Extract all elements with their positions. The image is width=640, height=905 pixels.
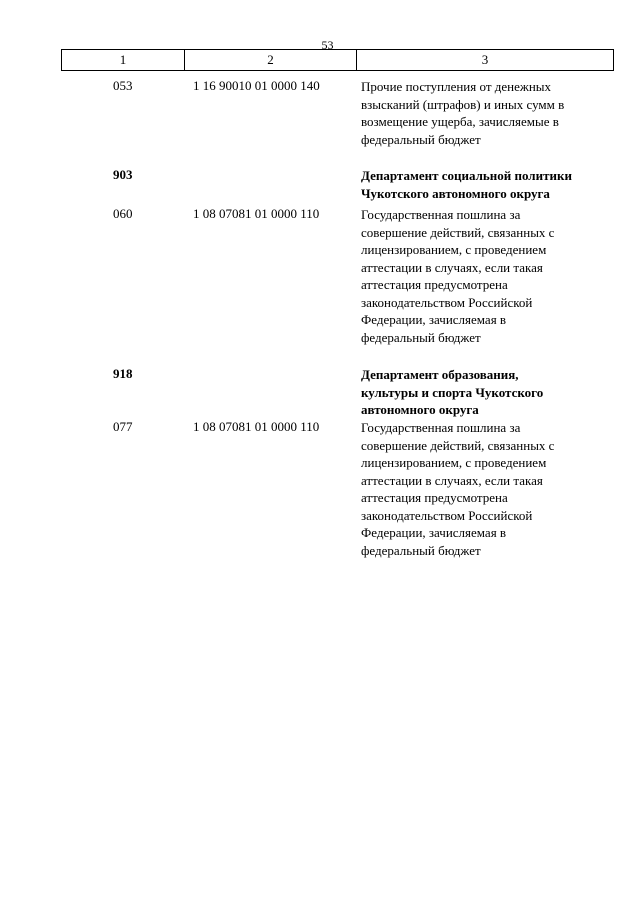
description-line: федеральный бюджет bbox=[361, 542, 481, 558]
admin-code: 077 bbox=[113, 419, 133, 434]
admin-code: 060 bbox=[113, 206, 133, 221]
department-name-line: Чукотского автономного округа bbox=[361, 185, 550, 201]
description-line: Государственная пошлина за bbox=[361, 207, 521, 222]
description-line: лицензированием, с проведением bbox=[361, 242, 547, 257]
description-line: возмещение ущерба, зачисляемые в bbox=[361, 114, 559, 129]
description-line: законодательством Российской bbox=[361, 294, 533, 310]
column-header-table bbox=[61, 49, 614, 71]
description-line: федеральный бюджет bbox=[361, 131, 481, 147]
description-line: совершение действий, связанных с bbox=[361, 437, 555, 453]
description bbox=[361, 206, 621, 346]
department-code: 918 bbox=[113, 366, 133, 381]
description-line: федеральный бюджет bbox=[361, 329, 481, 345]
header-row bbox=[62, 50, 614, 71]
revenue-code: 1 08 07081 01 0000 110 bbox=[193, 419, 320, 434]
description-line: аттестация предусмотрена bbox=[361, 490, 508, 505]
description-line: аттестация предусмотрена bbox=[361, 277, 508, 292]
description bbox=[361, 78, 621, 148]
description-line: взысканий (штрафов) и иных сумм в bbox=[361, 96, 565, 112]
description-line: Федерации, зачисляемая в bbox=[361, 312, 507, 327]
page-number: 53 bbox=[321, 38, 334, 52]
description-line: совершение действий, связанных с bbox=[361, 224, 555, 240]
department-name-line: культуры и спорта Чукотского bbox=[361, 384, 544, 400]
description-line: лицензированием, с проведением bbox=[361, 455, 547, 470]
department-name bbox=[361, 167, 621, 202]
department-name-line: Департамент образования, bbox=[361, 367, 519, 382]
description-line: аттестации в случаях, если такая bbox=[361, 472, 543, 488]
description-line: аттестации в случаях, если такая bbox=[361, 259, 543, 275]
admin-code: 053 bbox=[113, 78, 133, 93]
description-line: Прочие поступления от денежных bbox=[361, 79, 552, 94]
department-code: 903 bbox=[113, 167, 133, 182]
revenue-code: 1 08 07081 01 0000 110 bbox=[193, 206, 320, 221]
header-col-3: 3 bbox=[357, 50, 614, 71]
description-line: законодательством Российской bbox=[361, 507, 533, 523]
revenue-code: 1 16 90010 01 0000 140 bbox=[193, 78, 320, 93]
description bbox=[361, 419, 621, 559]
department-name bbox=[361, 366, 621, 419]
description-line: Государственная пошлина за bbox=[361, 420, 521, 435]
department-name-line: Департамент социальной политики bbox=[361, 168, 572, 183]
header-col-2: 2 bbox=[185, 50, 357, 71]
department-name-line: автономного округа bbox=[361, 402, 479, 417]
description-line: Федерации, зачисляемая в bbox=[361, 525, 507, 540]
header-col-1: 1 bbox=[62, 50, 185, 71]
